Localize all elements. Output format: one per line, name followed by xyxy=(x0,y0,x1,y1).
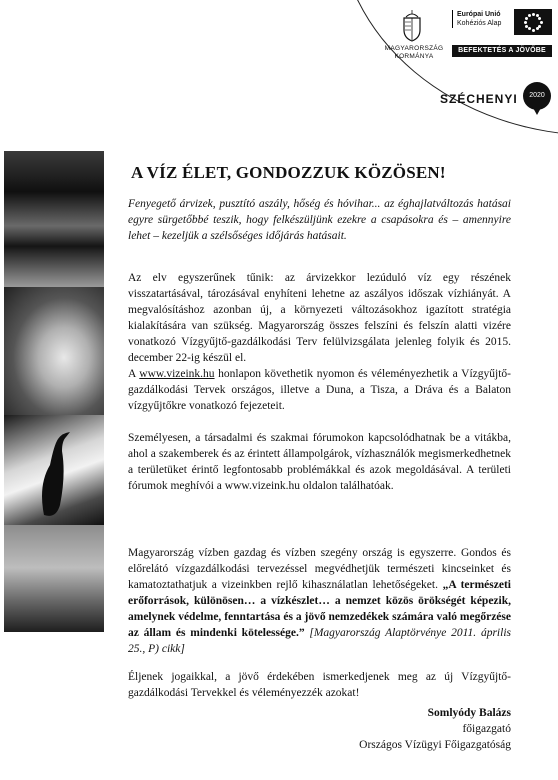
eu-star-icon xyxy=(524,21,527,24)
eu-star-icon xyxy=(528,27,531,30)
eu-star-icon xyxy=(536,27,539,30)
eu-star-icon xyxy=(538,17,541,20)
eu-star-icon xyxy=(540,21,543,24)
signature-block xyxy=(359,705,511,753)
eu-star-icon xyxy=(528,14,531,17)
article-title: A VÍZ ÉLET, GONDOZZUK KÖZÖSEN! xyxy=(131,163,446,182)
eu-label xyxy=(452,10,501,28)
paragraph-website-pre: A xyxy=(128,368,140,380)
photo-reeds-sunset xyxy=(4,151,104,287)
lead-paragraph: Fenyegető árvizek, pusztító aszály, hőség és hóvihar... az éghajlatváltozás hatásai egyre sürgetőbbé teszik, hogy felkészüljünk ezekre a csapásokra és – amennyire lehet – kezeljük a szélsőséges időjárás hatásait. xyxy=(128,198,511,242)
eu-star-icon xyxy=(532,29,535,32)
paragraph-constitution xyxy=(128,545,511,657)
eu-star-icon xyxy=(525,17,528,20)
constitution-quote: „A természeti erőforrások, különösen… a vízkészlet… a nemzet közös örökségét képezik, amelynek védelme, fenntartása és a jövő nemzedékek számára való megőrzése az állam és mindenki kötelessége.” xyxy=(128,579,511,639)
photo-lake-shore xyxy=(4,525,104,632)
cormorant-icon xyxy=(4,415,104,525)
coat-of-arms-icon xyxy=(400,10,424,42)
paragraph-website-post: honlapon követhetik nyomon és véleményezhetik a Vízgyűjtő-gazdálkodási Tervek országos, illetve a Duna, a Tisza, a Dráva és a Balaton vízgyűjtőkre vonatkozó fejezeteit. xyxy=(128,368,512,412)
eu-flag-icon xyxy=(514,9,552,35)
government-label: MAGYARORSZÁG KORMÁNYA xyxy=(384,45,444,60)
paragraph-principle: Az elv egyszerűnek tűnik: az árvizekkor lezúduló víz egy részének visszatartásával, tározásával enyhíteni lehetne az aszályos időszak vízhiányát. A megvalósításhoz azonban új, a környezeti változásokhoz igazított stratégia kialakítására van szükség. Magyarország összes felszíni és felszín alatti vizére vonatkozó Vízgyűjtő-gazdálkodási Terv felülvizsgálata jelenleg folyik és 2015. december 22-ig készül el. xyxy=(128,272,511,364)
eu-star-icon xyxy=(532,13,535,16)
photo-cormorant xyxy=(4,415,104,525)
eu-label-line-2: Kohéziós Alap xyxy=(457,20,502,27)
investment-banner: BEFEKTETÉS A JÖVŐBE xyxy=(452,45,552,57)
paragraph-website xyxy=(128,366,511,414)
signature-name: Somlyódy Balázs xyxy=(427,707,511,719)
eu-star-icon xyxy=(538,25,541,28)
photo-water-splash xyxy=(4,287,104,415)
vizeink-link[interactable]: www.vizeink.hu xyxy=(139,368,215,380)
szechenyi-logo: SZÉCHENYI xyxy=(440,92,518,106)
szechenyi-year-badge: 2020 xyxy=(523,82,551,110)
signature-role: főigazgató xyxy=(462,723,511,735)
paragraph-closing: Éljenek jogaikkal, a jövő érdekében ismerkedjenek meg az új Vízgyűjtő-gazdálkodási Tervekkel és véleményezzék azokat! xyxy=(128,671,511,699)
signature-organization: Országos Vízügyi Főigazgatóság xyxy=(359,739,511,751)
eu-star-icon xyxy=(525,25,528,28)
constitution-citation: [Magyarország Alaptörvénye 2011. április 25., P) cikk] xyxy=(128,627,511,655)
eu-label-line-1: Európai Unió xyxy=(457,11,501,18)
paragraph-constitution-pre: Magyarország vízben gazdag és vízben szegény ország is egyszerre. Gondos és előrelátó vízgazdálkodási tervezéssel megvédhetjük természeti kincseinket és kamatoztathatjuk a vizeinkben rejlő kihasználatlan lehetőségeket. xyxy=(128,547,511,591)
paragraph-forums: Személyesen, a társadalmi és szakmai fórumokon kapcsolódhatnak be a vitákba, ahol a szakemberek és az érintett állampolgárok, vízhasználók megismerkedhetnek a területüket érintő legfontosabb problémákkal és azok megoldásával. A területi fórumok meghívói a www.vizeink.hu oldalon találhatóak. xyxy=(128,432,511,492)
